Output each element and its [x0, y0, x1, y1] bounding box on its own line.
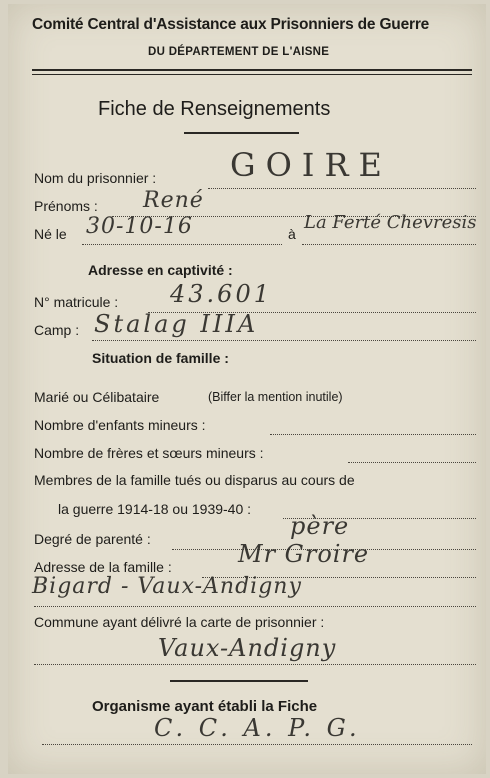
membres-label-line1: Membres de la famille tués ou disparus au cours de: [34, 472, 355, 488]
membres-label-line2: la guerre 1914-18 ou 1939-40 :: [58, 501, 252, 517]
title-underline: [184, 132, 299, 134]
adresse-famille-value-1: Mr Groire: [238, 540, 370, 568]
adresse-famille-value-2: Bigard - Vaux-Andigny: [32, 574, 302, 599]
marie-note: (Biffer la mention inutile): [208, 390, 343, 404]
marie-label: Marié ou Célibataire: [34, 389, 160, 405]
camp-value: Stalag IIIA: [94, 310, 259, 338]
degre-label: Degré de parenté :: [34, 531, 151, 547]
matricule-value: 43.601: [170, 280, 272, 308]
organisme-label: Organisme ayant établi la Fiche: [92, 698, 318, 715]
prenoms-value: René: [143, 188, 204, 213]
adresse-famille-line2: [34, 606, 476, 607]
ne-le-line: [82, 244, 282, 245]
nom-value: GOIRE: [230, 146, 392, 184]
form-title: Fiche de Renseignements: [98, 98, 331, 120]
prenoms-label: Prénoms :: [34, 198, 98, 214]
header-rule-bottom: [32, 74, 472, 75]
camp-line: [92, 340, 476, 341]
prisoner-info-card: [8, 4, 486, 774]
enfants-label: Nombre d'enfants mineurs :: [34, 417, 206, 433]
nom-line: [208, 188, 476, 189]
a-label: à: [288, 226, 296, 242]
freres-label: Nombre de frères et sœurs mineurs :: [34, 445, 264, 461]
degre-value: père: [290, 512, 350, 540]
commune-label: Commune ayant délivré la carte de prisonnier :: [34, 614, 325, 630]
department-subtitle: DU DÉPARTEMENT DE L'AISNE: [148, 46, 330, 58]
ne-le-label: Né le: [34, 226, 67, 242]
camp-label: Camp :: [34, 322, 80, 338]
organization-title: Comité Central d'Assistance aux Prisonniers de Guerre: [32, 16, 430, 33]
commune-value: Vaux-Andigny: [158, 634, 337, 662]
enfants-line: [270, 434, 476, 435]
footer-divider: [170, 680, 308, 682]
situation-heading: Situation de famille :: [92, 350, 229, 366]
header-rule-top: [32, 69, 472, 71]
ne-le-value: 30-10-16: [86, 214, 193, 239]
freres-line: [348, 462, 476, 463]
nom-label: Nom du prisonnier :: [34, 170, 157, 186]
a-value: La Ferté Chevresis: [304, 212, 477, 233]
adresse-famille-label: Adresse de la famille :: [34, 559, 172, 575]
matricule-label: N° matricule :: [34, 294, 119, 310]
organisme-line: [42, 744, 472, 745]
commune-line: [34, 664, 476, 665]
a-line: [302, 244, 476, 245]
adresse-captivite-heading: Adresse en captivité :: [88, 262, 233, 278]
organisme-value: C. C. A. P. G.: [154, 714, 361, 742]
